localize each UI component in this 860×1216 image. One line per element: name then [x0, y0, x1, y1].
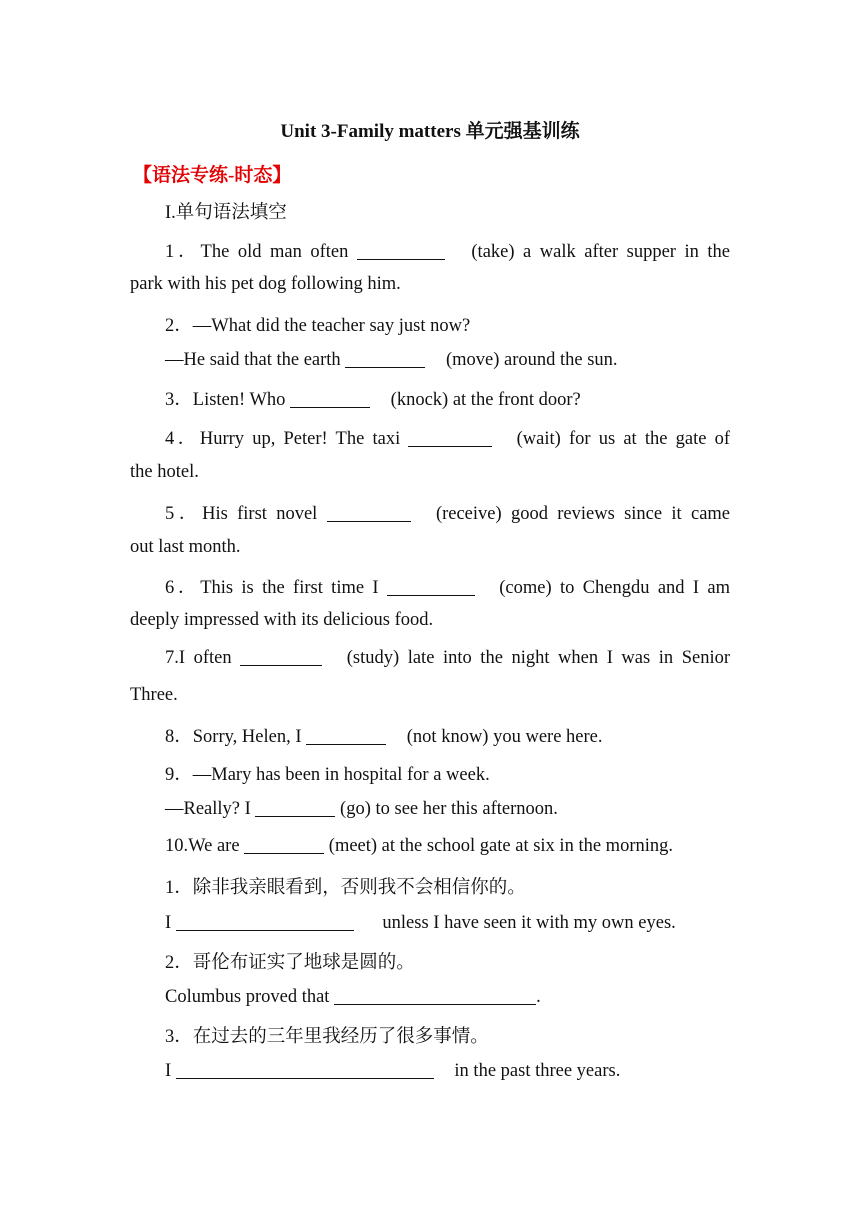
answer-blank[interactable] — [244, 835, 324, 854]
sentence-text: unless I have seen it with my own eyes. — [382, 913, 676, 933]
answer-blank[interactable] — [387, 577, 475, 596]
question-2-reply — [165, 349, 730, 371]
question-hint: (not know) you were here. — [406, 727, 603, 747]
page-title: Unit 3-Family matters 单元强基训练 — [280, 121, 580, 142]
question-9 — [165, 760, 730, 786]
question-text: —What did the teacher say just now? — [192, 316, 471, 336]
question-number: 8． — [165, 727, 193, 747]
question-text: Sorry, Helen, I — [192, 727, 302, 747]
answer-blank[interactable] — [408, 428, 492, 447]
question-number: 3． — [165, 390, 193, 410]
question-1 — [165, 237, 730, 263]
question-6 — [165, 573, 730, 599]
translation-2 — [165, 986, 730, 1008]
part-heading: I.单句语法填空 — [165, 203, 287, 223]
question-hint: (wait) for us at the gate of — [516, 429, 731, 449]
translation-2-chinese: 2．哥伦布证实了地球是圆的。 — [165, 953, 415, 973]
answer-blank[interactable] — [176, 1060, 434, 1079]
translation-1 — [165, 912, 730, 934]
question-text: His first novel — [202, 504, 318, 524]
question-8 — [165, 722, 730, 748]
question-text: —Mary has been in hospital for a week. — [192, 765, 490, 785]
sentence-text: . — [536, 987, 541, 1007]
answer-blank[interactable] — [345, 349, 425, 368]
question-3 — [165, 385, 730, 411]
sentence-text: Columbus proved that — [165, 987, 330, 1007]
question-4-continued: the hotel. — [130, 462, 199, 482]
question-number: 2． — [165, 316, 193, 336]
sentence-text: I — [165, 1061, 172, 1081]
translation-3-chinese: 3．在过去的三年里我经历了很多事情。 — [165, 1027, 489, 1047]
answer-blank[interactable] — [240, 647, 322, 666]
answer-blank[interactable] — [255, 798, 335, 817]
question-5 — [165, 499, 730, 525]
question-2 — [165, 311, 730, 337]
question-text: Hurry up, Peter! The taxi — [199, 429, 401, 449]
answer-blank[interactable] — [327, 503, 411, 522]
question-hint: (knock) at the front door? — [390, 390, 581, 410]
question-number: 10. — [165, 836, 189, 856]
question-6-continued: deeply impressed with its delicious food. — [130, 610, 434, 630]
translation-3 — [165, 1060, 730, 1082]
sentence-text: I — [165, 913, 172, 933]
question-number: 4． — [165, 429, 200, 449]
section-heading: 【语法专练-时态】 — [133, 165, 292, 186]
answer-blank[interactable] — [176, 912, 354, 931]
question-hint: (come) to Chengdu and I am — [499, 578, 730, 598]
question-10 — [165, 835, 730, 857]
question-hint: (meet) at the school gate at six in the morning. — [328, 836, 673, 856]
question-4 — [165, 424, 730, 450]
question-1-continued: park with his pet dog following him. — [130, 274, 401, 294]
question-text: The old man often — [200, 242, 349, 262]
answer-blank[interactable] — [290, 389, 370, 408]
question-text: I often — [178, 648, 232, 668]
question-5-continued: out last month. — [130, 537, 241, 557]
question-number: 6． — [165, 578, 201, 598]
question-text: Listen! Who — [192, 390, 286, 410]
translation-1-chinese: 1．除非我亲眼看到，否则我不会相信你的。 — [165, 878, 526, 898]
question-text: We are — [188, 836, 240, 856]
question-number: 7. — [165, 648, 179, 668]
question-number: 5． — [165, 504, 203, 524]
question-hint: (move) around the sun. — [445, 350, 618, 370]
question-7-continued: Three. — [130, 685, 178, 705]
question-9-reply — [165, 798, 730, 820]
question-hint: (receive) good reviews since it came — [435, 504, 731, 524]
question-hint: (study) late into the night when I was in Senior — [346, 648, 730, 668]
answer-blank[interactable] — [334, 986, 536, 1005]
question-text: —Really? I — [165, 799, 251, 819]
question-hint: (go) to see her this afternoon. — [340, 799, 558, 819]
question-text: This is the first time I — [200, 578, 379, 598]
question-number: 1． — [165, 242, 201, 262]
sentence-text: in the past three years. — [454, 1061, 621, 1081]
question-text: —He said that the earth — [165, 350, 341, 370]
question-7 — [165, 647, 730, 669]
answer-blank[interactable] — [306, 726, 386, 745]
question-number: 9． — [165, 765, 193, 785]
question-hint: (take) a walk after supper in the — [471, 242, 730, 262]
answer-blank[interactable] — [357, 241, 445, 260]
